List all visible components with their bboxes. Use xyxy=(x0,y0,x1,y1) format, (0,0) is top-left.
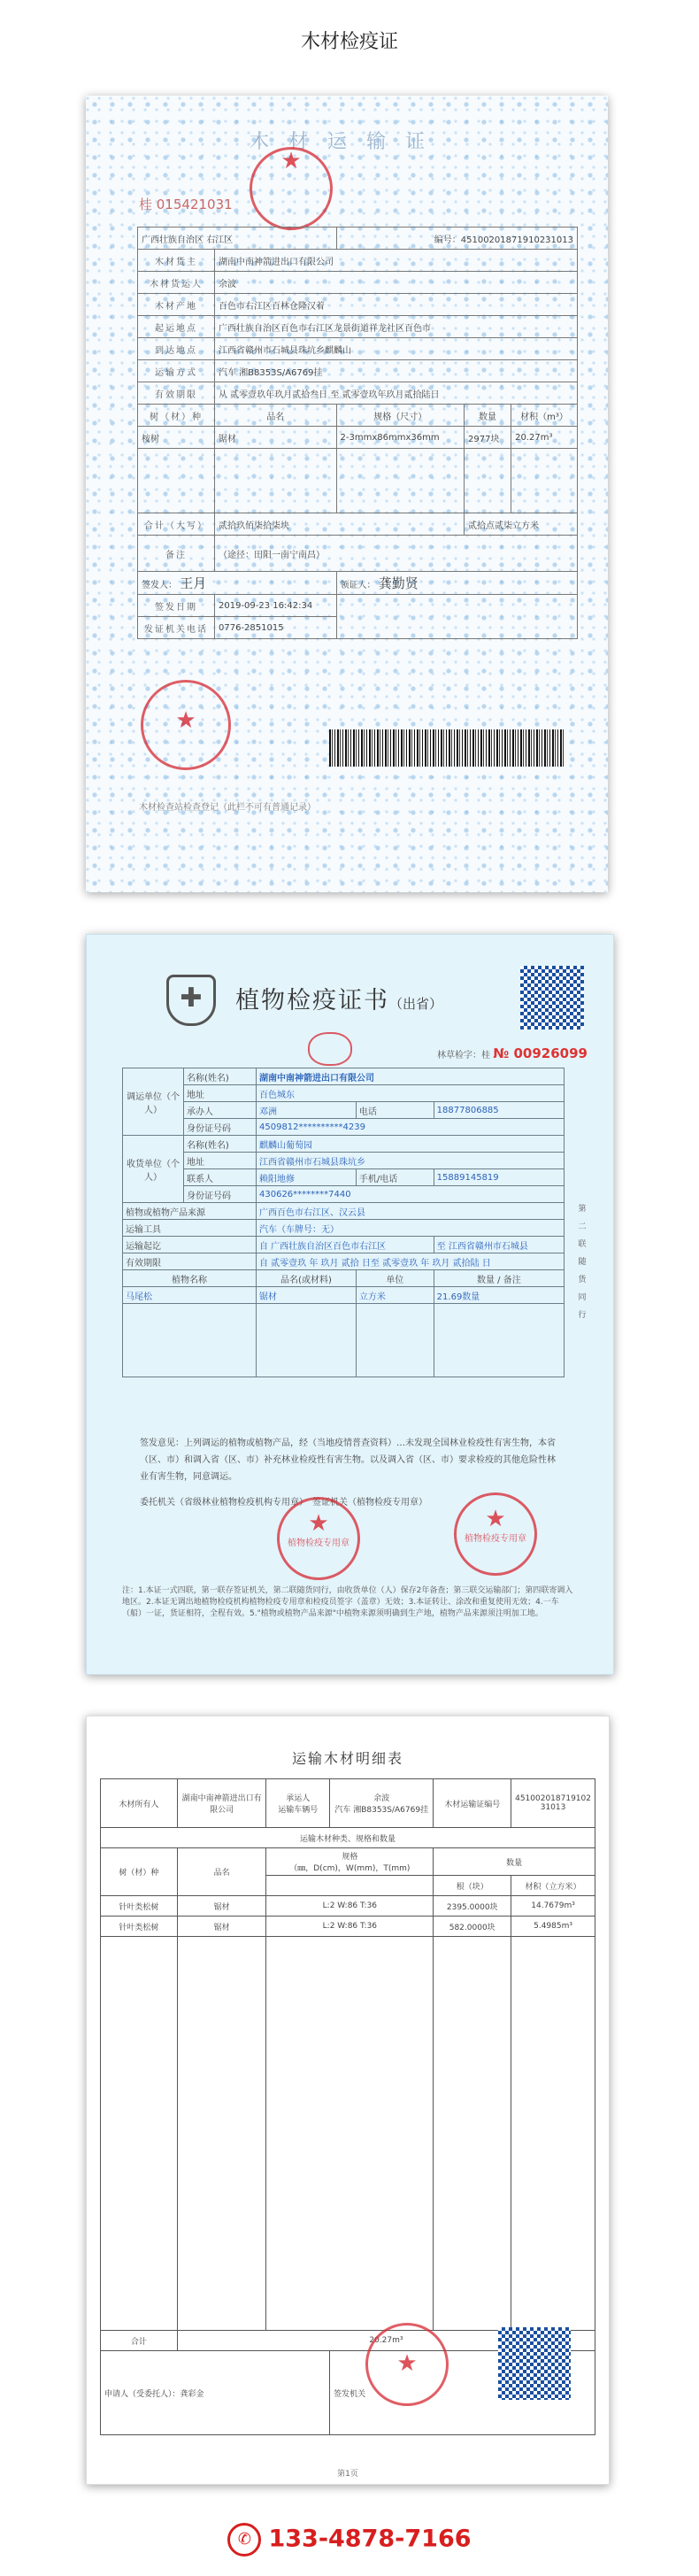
seal-stamp xyxy=(365,2323,449,2406)
wood-cell: 桉树 xyxy=(138,427,215,449)
column-header: 数量 / 备注 xyxy=(434,1270,564,1287)
certificate-note: 注：1.本证一式四联，第一联存签证机关，第二联随货同行，由收货单位（人）保存2年备查；第三联交运输部门；第四联寄调入地区。2.本证无调出地植物检疫机构植物检疫专用章和检疫员签字（盖章）无效；3.本证转让、涂改和重复使用无效；4.一车（船）一证，货证相符，全程有效。5."植物或植物产品来源"中植物来源须明确到生产地，植物产品来源须注明加工地。 xyxy=(122,1586,573,1618)
column-header: 规格 （㎜，D(cm)，W(mm)，T(mm) xyxy=(266,1848,434,1876)
field-value: 邓洲 xyxy=(257,1102,357,1119)
serial-number: 桂 015421031 xyxy=(139,197,233,212)
certificate-header: 木材运输证 xyxy=(249,131,444,153)
field-label: 地址 xyxy=(184,1153,257,1169)
signer-label: 签发机关 xyxy=(330,2351,595,2435)
field-label: 手机/电话 xyxy=(356,1169,434,1186)
field-value: 百色城东 xyxy=(257,1085,565,1102)
total-value: 贰拾玖佰柒拾柒块 xyxy=(215,513,465,536)
table-cell: 14.7679m³ xyxy=(511,1896,595,1917)
region-cell: 广西壮族自治区 右江区 xyxy=(138,228,337,250)
column-header: 植物名称 xyxy=(123,1270,257,1287)
field-value: 广西壮族自治区百色市右江区龙景街道祥龙社区百色市 xyxy=(215,316,578,338)
barcode xyxy=(329,729,564,767)
table-row xyxy=(101,1896,595,1917)
column-header: 规格（尺寸） xyxy=(336,405,465,427)
quarantine-seal-right: ★ 植物检疫专用章 xyxy=(454,1492,537,1576)
field-label: 有效期限 xyxy=(123,1253,257,1270)
field-label: 有效期限 xyxy=(138,382,215,405)
field-label: 木材所有人 xyxy=(101,1779,178,1828)
total-volume: 贰拾点贰柒立方米 xyxy=(465,513,578,536)
quarantine-table xyxy=(122,1068,565,1377)
field-value: 自 广西壮族自治区百色市右江区 xyxy=(257,1237,434,1253)
table-cell: 针叶类松树 xyxy=(101,1917,178,1937)
contact-phone[interactable]: ✆ 133-4878-7166 xyxy=(0,2523,699,2557)
field-value: 从 贰零壹玖年玖月贰拾叁日 至 贰零壹玖年玖月贰拾陆日 xyxy=(215,382,578,405)
applicant-cell: 申请人（受委托人）：龚彩金 xyxy=(101,2351,330,2435)
field-label: 身份证号码 xyxy=(184,1186,257,1203)
field-label: 运输方式 xyxy=(138,360,215,382)
issuer-cell: 签发人： 王月 xyxy=(138,572,337,595)
seal-stamp xyxy=(141,680,231,770)
field-value: 湖南中南神箭进出口有限公司 xyxy=(177,1779,266,1828)
column-header: 数量 xyxy=(465,405,511,427)
qr-code xyxy=(520,966,584,1030)
certificate-table xyxy=(137,227,578,639)
field-label: 地址 xyxy=(184,1085,257,1102)
star-icon: ★ xyxy=(280,148,302,174)
wood-cell: 2977块 xyxy=(465,427,511,449)
quarantine-seal-left: ★ 植物检疫专用章 xyxy=(277,1497,360,1580)
field-value: 汽车（车牌号：无） xyxy=(257,1220,565,1237)
field-label: 木材货运人 xyxy=(138,272,215,294)
column-header: 品名 xyxy=(215,405,337,427)
field-value: 汽车 湘B8353S/A6769挂 xyxy=(215,360,578,382)
table-cell: L:2 W:86 T:36 xyxy=(266,1917,434,1937)
field-value: 麒麟山葡萄园 xyxy=(257,1136,565,1153)
page-number: 第1页 xyxy=(337,2470,358,2479)
phone-value: 0776-2851015 xyxy=(215,617,337,639)
field-label: 身份证号码 xyxy=(184,1119,257,1136)
shield-icon: ✚ xyxy=(166,975,216,1026)
total-label: 合计（大写） xyxy=(138,513,215,536)
field-label: 木材运输证编号 xyxy=(434,1779,511,1828)
column-header: 根（块） xyxy=(434,1876,511,1896)
issue-date: 2019-09-23 16:42:34 xyxy=(215,595,337,617)
field-value: 百色市右江区百林仓隆汉着 xyxy=(215,294,578,316)
field-value: 广西百色市右江区、汉云县 xyxy=(257,1203,565,1220)
list-title: 运输木材明细表 xyxy=(291,1750,403,1767)
seal-stamp xyxy=(250,147,333,230)
table-cell: 2395.0000块 xyxy=(434,1896,511,1917)
field-label: 名称(姓名) xyxy=(184,1068,257,1085)
column-header: 数量 xyxy=(434,1848,595,1876)
declaration-text: 签发意见：上列调运的植物或植物产品，经（当地疫情普查资料）…未发现全国林业检疫性有害生物，本省（区、市）和调入省（区、市）补充林业检疫性有害生物。以及调入省（区、市）要求检疫的其他危险性林业有害生物，同意调运。 委托机关（省级林业植物检疫机构专用章） 签证机关（植物检疫专用章） xyxy=(140,1438,556,1508)
column-header: 树（材）种 xyxy=(138,405,215,427)
field-label: 运输工具 xyxy=(123,1220,257,1237)
field-label: 木材货主 xyxy=(138,250,215,272)
section-label: 收货单位（个人） xyxy=(123,1136,184,1203)
item-cell: 马尾松 xyxy=(123,1287,257,1304)
star-icon: ★ xyxy=(396,2350,418,2377)
star-icon: ★ xyxy=(308,1510,329,1537)
item-cell: 21.69数量 xyxy=(434,1287,564,1304)
field-value: 430626********7440 xyxy=(257,1186,565,1203)
copy-side-label: 第二联随货同行 xyxy=(578,1205,587,1320)
issue-date-label: 签发日期 xyxy=(138,595,215,617)
remark-label: 备注 xyxy=(138,536,215,572)
table-cell: 锯材 xyxy=(177,1917,266,1937)
timber-transport-certificate xyxy=(86,96,608,892)
plant-quarantine-certificate xyxy=(86,934,614,1675)
wood-cell: 20.27m³ xyxy=(511,427,578,449)
inspection-note: 木材检查站检查登记（此栏不可有普通记录） xyxy=(139,803,316,813)
field-value: 赖阳地修 xyxy=(257,1169,357,1186)
column-header: 材积（立方米） xyxy=(511,1876,595,1896)
section-label: 调运单位（个人） xyxy=(123,1068,184,1136)
phone-icon: ✆ xyxy=(227,2523,261,2557)
item-cell: 锯材 xyxy=(257,1287,357,1304)
field-label: 运输起讫 xyxy=(123,1237,257,1253)
field-value: 江西省赣州市石城县珠坑乡麒麟山 xyxy=(215,338,578,360)
table-cell: 锯材 xyxy=(177,1896,266,1917)
field-value: 江西省赣州市石城县珠坑乡 xyxy=(257,1153,565,1169)
field-value: 4509812**********4239 xyxy=(257,1119,565,1136)
wood-cell: 2-3mmx86mmx36mm xyxy=(336,427,465,449)
certificate-title: 植物检疫证书（出省） xyxy=(235,987,443,1014)
field-value: 湖南中南神箭进出口有限公司 xyxy=(257,1068,565,1085)
field-label: 承办人 xyxy=(184,1102,257,1119)
column-header: 单位 xyxy=(356,1270,434,1287)
column-header: 树（材）种 xyxy=(101,1848,178,1896)
column-header: 品名(或材料) xyxy=(257,1270,357,1287)
timber-detail-list xyxy=(86,1716,610,2485)
table-row xyxy=(101,1917,595,1937)
field-label: 木材产地 xyxy=(138,294,215,316)
total-label: 合计 xyxy=(101,2331,178,2351)
total-value: 20.27m³ xyxy=(177,2331,595,2351)
field-value: 15889145819 xyxy=(434,1169,564,1186)
table-cell: 5.4985m³ xyxy=(511,1917,595,1937)
field-value: 451002018719102​3​1013 xyxy=(511,1779,595,1828)
field-value: 自 贰零壹玖 年 玖月 贰拾 日至 贰零壹玖 年 玖月 贰拾陆 日 xyxy=(257,1253,565,1270)
wood-cell: 锯材 xyxy=(215,427,337,449)
field-value: 余波 xyxy=(215,272,578,294)
star-icon: ★ xyxy=(485,1506,506,1532)
field-value: 余波 汽车 湘B8353S/A6769挂 xyxy=(330,1779,434,1828)
field-label: 承运人 运输车辆号 xyxy=(266,1779,330,1828)
field-label: 植物或植物产品来源 xyxy=(123,1203,257,1220)
page-title: 木材检疫证 xyxy=(300,31,398,53)
table-cell: 针叶类松树 xyxy=(101,1896,178,1917)
seal-stamp xyxy=(308,1032,352,1066)
field-label: 起运地点 xyxy=(138,316,215,338)
item-cell: 立方米 xyxy=(356,1287,434,1304)
field-value: 至 江西省赣州市石城县 xyxy=(434,1237,564,1253)
table-cell: L:2 W:86 T:36 xyxy=(266,1896,434,1917)
field-label: 到达地点 xyxy=(138,338,215,360)
field-value: 18877806885 xyxy=(434,1102,564,1119)
column-header: 材积（m³） xyxy=(511,405,578,427)
field-value: 湖南中南神箭进出口有限公司 xyxy=(215,250,578,272)
certificate-number: 林草检字：桂 № 00926099 xyxy=(437,1045,588,1061)
field-label: 联系人 xyxy=(184,1169,257,1186)
number-cell: 编号：451002018719102​3​1013 xyxy=(336,228,577,250)
section-label: 运输木材种类、规格和数量 xyxy=(101,1828,595,1848)
field-label: 电话 xyxy=(356,1102,434,1119)
field-label: 名称(姓名) xyxy=(184,1136,257,1153)
phone-label: 发证机关电话 xyxy=(138,617,215,639)
qr-code xyxy=(498,2327,571,2400)
column-header: 品名 xyxy=(177,1848,266,1896)
remark-value: （途径：田阳一南宁南昌） xyxy=(215,536,578,572)
table-cell: 582.0000块 xyxy=(434,1917,511,1937)
star-icon: ★ xyxy=(175,707,196,734)
receiver-cell: 领证人： 龚勤贤 xyxy=(336,572,577,595)
